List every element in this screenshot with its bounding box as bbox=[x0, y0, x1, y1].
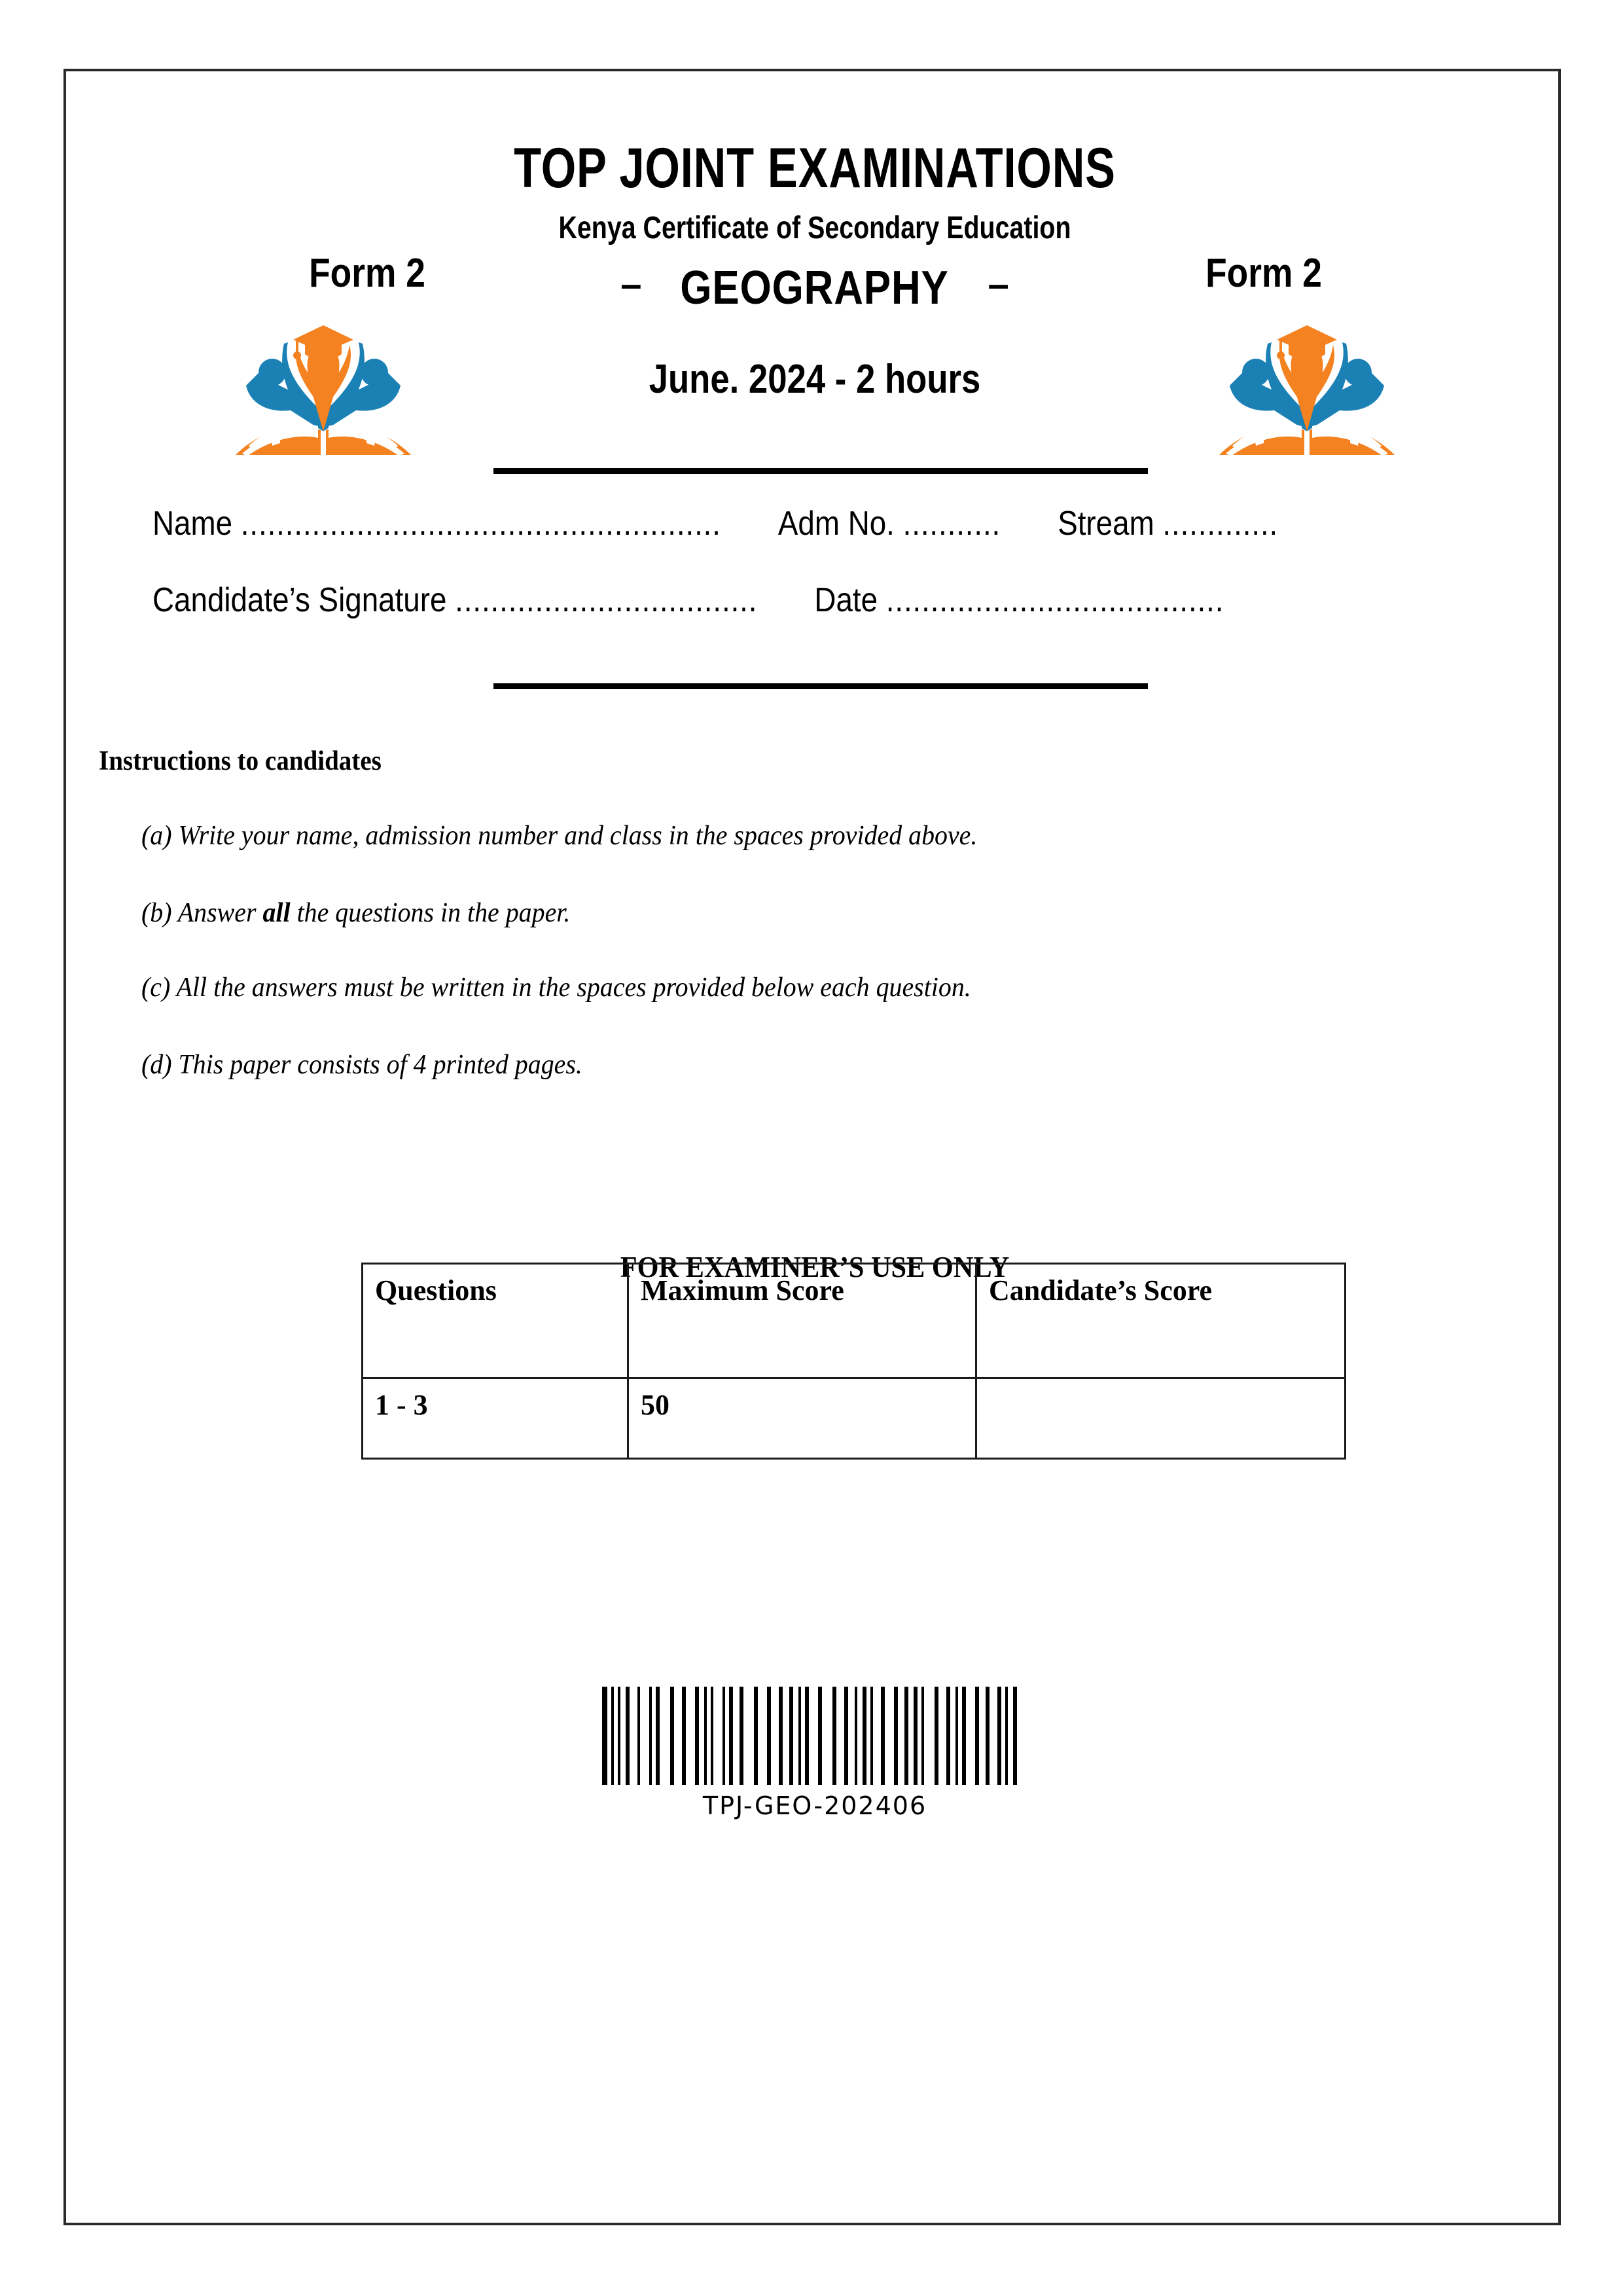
instructions-heading: Instructions to candidates bbox=[99, 746, 382, 776]
cell-maximum-score: 50 bbox=[628, 1378, 976, 1459]
examiner-section-title: FOR EXAMINER’S USE ONLY bbox=[620, 1250, 1010, 1283]
header-divider-bottom bbox=[493, 683, 1148, 689]
instruction-marker: (b) bbox=[141, 898, 172, 928]
instruction-text: This paper consists of 4 printed pages. bbox=[178, 1050, 582, 1080]
form-label-left: Form 2 bbox=[309, 251, 425, 296]
adm-no-input[interactable]: ........... bbox=[902, 505, 1001, 543]
instruction-text: Write your name, admission number and class in the spaces provided above. bbox=[178, 821, 978, 851]
dash-left-icon: – bbox=[620, 262, 642, 306]
subject-row bbox=[66, 261, 1563, 315]
instruction-text: All the answers must be written in the spaces provided below each question. bbox=[176, 973, 971, 1003]
column-header-maximum-score: Maximum Score bbox=[628, 1264, 976, 1378]
page-frame bbox=[63, 69, 1561, 2225]
stream-label: Stream bbox=[1058, 505, 1154, 543]
name-input[interactable]: ...................................................... bbox=[240, 505, 721, 543]
header-divider-top bbox=[493, 468, 1148, 474]
barcode-image bbox=[602, 1687, 1027, 1785]
exam-subtitle: Kenya Certificate of Secondary Education bbox=[558, 211, 1071, 245]
name-label: Name bbox=[152, 505, 233, 543]
page-title: TOP JOINT EXAMINATIONS bbox=[514, 137, 1116, 200]
exam-date-duration: June. 2024 - 2 hours bbox=[649, 357, 981, 402]
signature-label: Candidate’s Signature bbox=[152, 581, 447, 619]
table-header-row bbox=[363, 1264, 1346, 1378]
table-row bbox=[363, 1378, 1346, 1459]
institution-logo-left bbox=[232, 315, 415, 459]
form-label-right: Form 2 bbox=[1205, 251, 1322, 296]
barcode-block bbox=[66, 1678, 1563, 1820]
column-header-questions: Questions bbox=[363, 1264, 628, 1378]
cell-candidate-score[interactable] bbox=[976, 1378, 1346, 1459]
instruction-item-c bbox=[141, 972, 971, 1003]
institution-logo-right bbox=[1215, 315, 1399, 459]
instruction-item-d bbox=[141, 1049, 582, 1081]
date-input[interactable]: ...................................... bbox=[885, 581, 1224, 619]
instruction-item-b bbox=[141, 897, 570, 929]
instruction-marker: (a) bbox=[141, 821, 172, 851]
dash-right-icon: – bbox=[988, 262, 1009, 306]
instruction-text: Answer bbox=[177, 898, 263, 928]
subject-name: GEOGRAPHY bbox=[680, 262, 950, 314]
date-label: Date bbox=[814, 581, 878, 619]
instruction-emphasis: all bbox=[262, 898, 291, 928]
instruction-marker: (d) bbox=[141, 1050, 172, 1080]
candidate-identity-row bbox=[66, 507, 1383, 541]
examiner-score-table bbox=[361, 1263, 1346, 1460]
cell-questions-range: 1 - 3 bbox=[363, 1378, 628, 1459]
adm-no-label: Adm No. bbox=[777, 505, 895, 543]
candidate-signature-row bbox=[66, 583, 1383, 617]
column-header-candidate-score: Candidate’s Score bbox=[976, 1264, 1346, 1378]
stream-input[interactable]: ............. bbox=[1162, 505, 1279, 543]
instruction-marker: (c) bbox=[141, 973, 171, 1003]
instruction-item-a bbox=[141, 820, 977, 852]
signature-input[interactable]: .................................. bbox=[455, 581, 758, 619]
barcode-label: TPJ-GEO-202406 bbox=[702, 1791, 927, 1820]
instruction-text-tail: the questions in the paper. bbox=[290, 898, 571, 928]
